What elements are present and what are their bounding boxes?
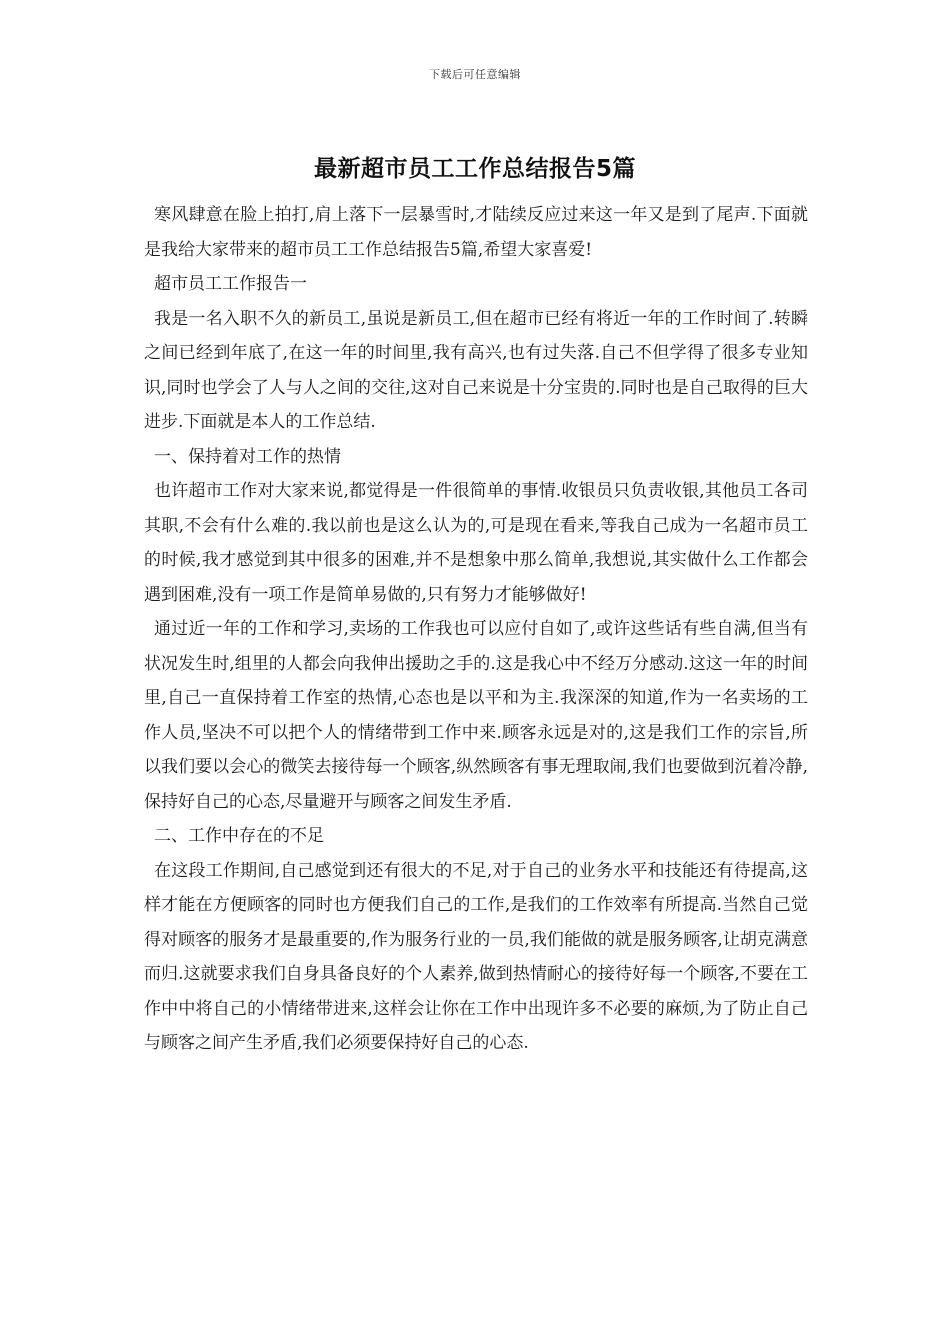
paragraph-shortcomings: 在这段工作期间,自己感觉到还有很大的不足,对于自己的业务水平和技能还有待提高,这样才能在方便顾客的同时也方便我们自己的工作,是我们的工作效率有所提高.当然自己觉得对顾客的服务才是最重要的,作为服务行业的一员,我们能做的就是服务顾客,让胡克满意而归.这就要求我们自身具备良好的个人素养,做到热情耐心的接待好每一个顾客,不要在工作中中将自己的小情绪带进来,这样会让你在工作中出现许多不必要的麻烦,为了防止自己与顾客之间产生矛盾,我们必须要保持好自己的心态.: [144, 860, 808, 1053]
header-note: 下载后可任意编辑: [429, 68, 521, 81]
paragraph-enthusiasm-2: 通过近一年的工作和学习,卖场的工作我也可以应付自如了,或许这些话有些自满,但当有状况发生时,组里的人都会向我伸出援助之手的.这是我心中不经万分感动.这这一年的时间里,自己一直保持着工作室的热情,心态也是以平和为主.我深深的知道,作为一名卖场的工作人员,坚决不可以把个人的情绪带到工作中来.顾客永远是对的,这是我们工作的宗旨,所以我们要以会心的微笑去接待每一个顾客,纵然顾客有事无理取闹,我们也要做到沉着冷静,保持好自己的心态,尽量避开与顾客之间发生矛盾.: [144, 619, 808, 812]
paragraph-intro: 寒风肆意在脸上拍打,肩上落下一层暴雪时,才陆续反应过来这一年又是到了尾声.下面就是我给大家带来的超市员工工作总结报告5篇,希望大家喜爱!: [144, 205, 808, 260]
section-heading-enthusiasm: 一、保持着对工作的热情: [154, 446, 341, 467]
document-body: [144, 198, 808, 1061]
document-title: 最新超市员工工作总结报告5篇: [313, 156, 636, 182]
section-heading-shortcomings: 二、工作中存在的不足: [154, 826, 324, 846]
paragraph-enthusiasm-1: 也许超市工作对大家来说,都觉得是一件很简单的事情.收银员只负责收银,其他员工各司其职,不会有什么难的.我以前也是这么认为的,可是现在看来,等我自己成为一名超市员工的时候,我才感觉到其中很多的困难,并不是想象中那么简单,我想说,其实做什么工作都会遇到困难,没有一项工作是简单易做的,只有努力才能够做好!: [144, 481, 808, 605]
section-heading-report-one: 超市员工工作报告一: [154, 274, 307, 294]
paragraph-self-introduction: 我是一名入职不久的新员工,虽说是新员工,但在超市已经有将近一年的工作时间了.转瞬之间已经到年底了,在这一年的时间里,我有高兴,也有过失落.自己不但学得了很多专业知识,同时也学会了人与人之间的交往,这对自己来说是十分宝贵的.同时也是自己取得的巨大进步.下面就是本人的工作总结.: [144, 308, 808, 432]
